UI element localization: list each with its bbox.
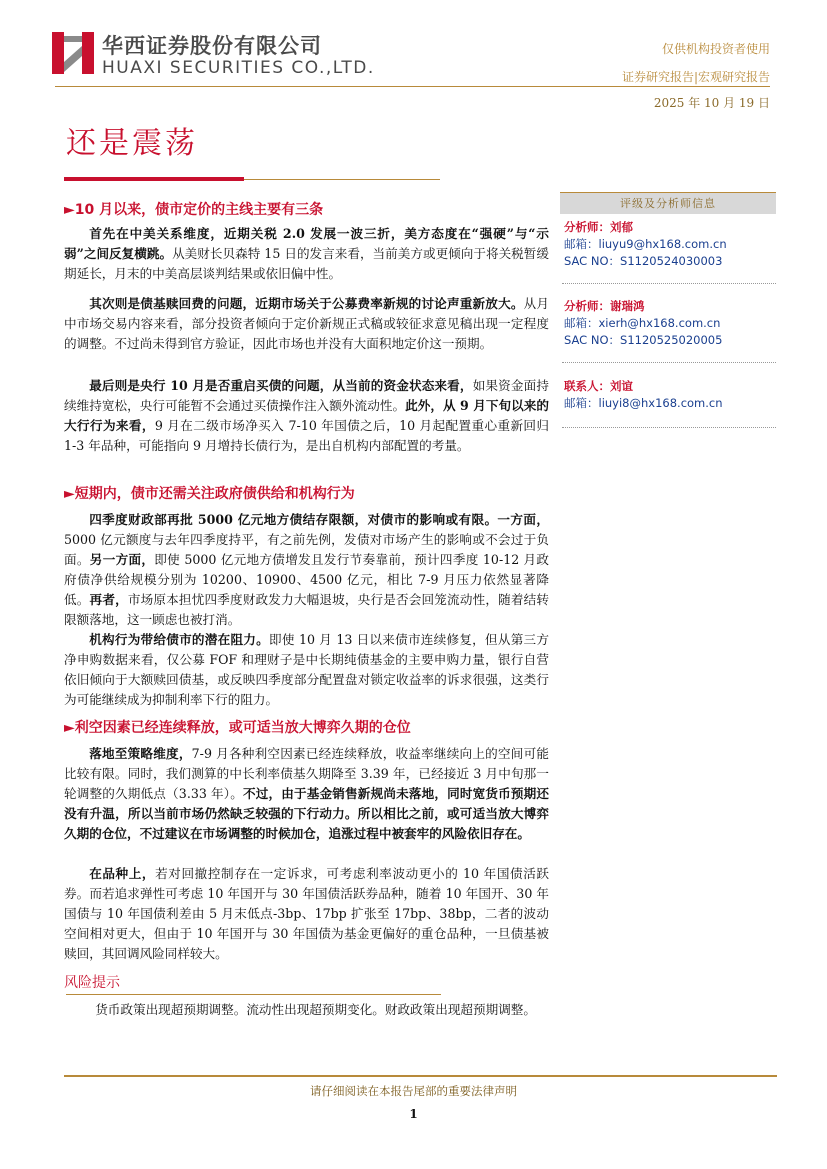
divider <box>562 283 776 284</box>
paragraph: 首先在中美关系维度，近期关税 2.0 发展一波三折，美方态度在“强硬”与“示弱”之间反复横跳。从美财长贝森特 15 日的发言来看，当前美方或更倾向于将关税暂缓期延长，月末的中美高层谈判结果或依旧偏中性。 <box>64 226 549 281</box>
contact-block <box>564 378 723 412</box>
title-underline-red <box>64 177 244 181</box>
paragraph: 最后则是央行 10 月是否重启买债的问题，从当前的资金状态来看，如果资金面持续维持宽松，央行可能暂不会通过买债操作注入额外流动性。此外，从 9 月下旬以来的大行行为来看，9 月在二级市场净买入 7-10 年国债之后，10 月起配置重心重新回归 1-3 年品种，可能指向 9 月增持长债行为，是出自机构内部配置的考量。 <box>64 378 550 453</box>
triangle-bullet-icon: ► <box>64 486 75 502</box>
page-number: 1 <box>409 1107 418 1121</box>
divider <box>562 427 776 428</box>
contact-email[interactable]: 邮箱：liuyi8@hx168.com.cn <box>564 396 723 410</box>
paragraph: 四季度财政部再批 5000 亿元地方债结存限额，对债市的影响或有限。一方面，5000 亿元额度与去年四季度持平，有之前先例，发债对市场产生的影响或不会过于负面。另一方面，即使 5000 亿元地方债增发且发行节奏靠前，预计四季度 10-12 月政府债净供给规模分别为 10200、10900、4500 亿元，相比 7-9 月压力依然显著降低。再者，市场原本担忧四季度财政发力大幅退坡，央行是否会回笼流动性，随着结转限额落地，这一顾虑也被打消。 <box>64 512 550 627</box>
page-title: 还是震荡 <box>66 126 198 161</box>
risk-text: 货币政策出现超预期调整。流动性出现超预期变化。财政政策出现超预期调整。 <box>95 1002 536 1017</box>
analyst-info-box <box>560 192 776 214</box>
paragraph: 落地至策略维度，7-9 月各种利空因素已经连续释放，收益率继续向上的空间可能比较有限。同时，我们测算的中长利率债基久期降至 3.39 年，已经接近 3 月中旬那一轮调整的久期低点（3.33 年）。不过，由于基金销售新规尚未落地，同时宽货币预期还没有升温，所以当前市场仍然缺乏较强的下行动力。所以相比之前，或可适当放大博弈久期的仓位，不过建议在市场调整的时候加仓，追涨过程中被套牢的风险依旧存在。 <box>64 746 550 841</box>
analyst-sac: SAC NO：S1120524030003 <box>564 254 723 268</box>
audience-note: 仅供机构投资者使用 <box>661 42 770 56</box>
risk-heading: 风险提示 <box>64 975 120 991</box>
paragraph: 在品种上，若对回撤控制存在一定诉求，可考虑利率波动更小的 10 年国债活跃券。而若追求弹性可考虑 10 年国开与 30 年国债活跃券品种，随着 10 年国开、30 年国债与 10 年国债利差由 5 月末低点-3bp、17bp 扩张至 17bp、38bp，二者的波动空间相对更大，但由于 10 年国开与 30 年国债为基金更偏好的重仓品种，一旦债基被赎回，其回调风险同样较大。 <box>64 866 549 961</box>
section-heading: ►利空因素已经连续释放，或可适当放大博弈久期的仓位 <box>64 720 411 736</box>
paragraph: 其次则是债基赎回费的问题，近期市场关于公募费率新规的讨论声重新放大。从月中市场交易内容来看，部分投资者倾向于定价新规正式稿或较征求意见稿出现一定程度的调整。不过尚未得到官方验证，因此市场也并没有大面积地定价这一预期。 <box>64 296 550 351</box>
company-logo-icon <box>52 32 94 74</box>
divider <box>562 362 776 363</box>
report-type: 证券研究报告|宏观研究报告 <box>621 70 770 84</box>
analyst-block <box>564 219 727 270</box>
triangle-bullet-icon: ► <box>64 720 75 736</box>
risk-rule <box>66 994 441 995</box>
triangle-bullet-icon: ► <box>64 202 75 218</box>
analyst-sac: SAC NO：S1120525020005 <box>564 333 723 347</box>
report-date: 2025 年 10 月 19 日 <box>653 96 770 110</box>
paragraph: 机构行为带给债市的潜在阻力。即使 10 月 13 日以来债市连续修复，但从第三方净申购数据来看，仅公募 FOF 和理财子是中长期纯债基金的主要申购力量，银行自营依旧倾向于大额赎回债基，或反映四季度部分配置盘对锁定收益率的诉求很强，这类行为可能继续成为抑制利率下行的阻力。 <box>64 632 549 707</box>
section-heading: ►短期内，债市还需关注政府债供给和机构行为 <box>64 486 355 502</box>
analyst-name: 分析师：刘郁 <box>564 220 633 234</box>
legal-note[interactable]: 请仔细阅读在本报告尾部的重要法律声明 <box>310 1084 517 1098</box>
company-name-en: HUAXI SECURITIES CO.,LTD. <box>102 58 375 78</box>
analyst-email[interactable]: 邮箱：xierh@hx168.com.cn <box>564 316 721 330</box>
title-underline-gold <box>244 179 440 180</box>
footer-rule <box>64 1075 777 1077</box>
analyst-block <box>564 298 722 349</box>
analyst-name: 分析师：谢瑞鸿 <box>564 299 645 313</box>
section-heading: ►10 月以来，债市定价的主线主要有三条 <box>64 202 324 218</box>
analyst-email[interactable]: 邮箱：liuyu9@hx168.com.cn <box>564 237 727 251</box>
contact-name: 联系人：刘谊 <box>564 379 633 393</box>
company-name-cn: 华西证券股份有限公司 <box>102 34 322 58</box>
analyst-info-label: 评级及分析师信息 <box>620 197 716 210</box>
header-rule <box>55 86 770 87</box>
